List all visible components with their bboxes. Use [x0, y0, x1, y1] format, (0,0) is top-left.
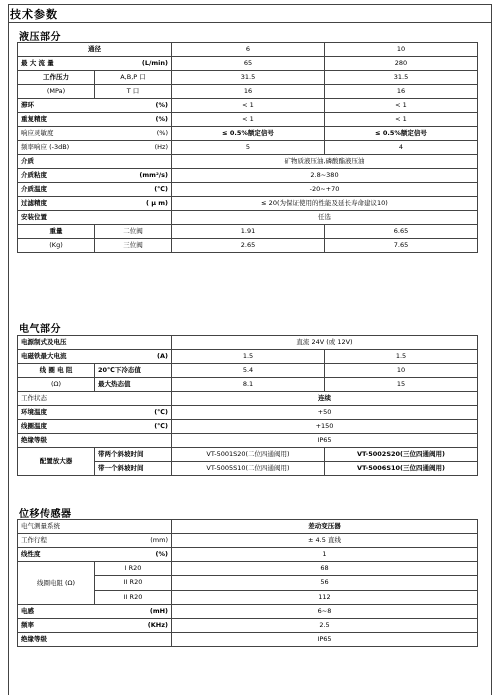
cell: 8.1 — [172, 378, 325, 392]
cell: 2.65 — [172, 239, 325, 253]
row-label: 环境温度 (℃) — [18, 406, 172, 420]
table-row — [18, 448, 478, 462]
table-row — [18, 336, 478, 350]
cell: 31.5 — [325, 71, 478, 85]
table-row — [18, 350, 478, 364]
table-row — [18, 183, 478, 197]
table-row — [18, 239, 478, 253]
sub-label: 三位阀 — [95, 239, 172, 253]
table-row — [18, 406, 478, 420]
row-label: 响应灵敏度 (%) — [18, 127, 172, 141]
cell: VT-5001S20(二位四通阀用) — [172, 448, 325, 462]
row-label: (MPa) — [18, 85, 95, 99]
cell: < 1 — [325, 113, 478, 127]
cell: 2.5 — [172, 619, 478, 633]
sub-label: 最大热态值 — [95, 378, 172, 392]
table-row — [18, 534, 478, 548]
table-row — [18, 520, 478, 534]
table-row — [18, 562, 478, 576]
cell: 6.65 — [325, 225, 478, 239]
cell: 5 — [172, 141, 325, 155]
sub-label: A,B,P 口 — [95, 71, 172, 85]
row-label: 配置放大器 — [18, 448, 95, 476]
row-label: (Ω) — [18, 378, 95, 392]
row-label: 电气测量系统 — [18, 520, 172, 534]
cell: 68 — [172, 562, 478, 576]
hydraulic-table — [17, 42, 478, 253]
row-label: 电源制式及电压 — [18, 336, 172, 350]
sub-label: II R20 — [95, 576, 172, 590]
row-label: 线性度 (%) — [18, 548, 172, 562]
sub-label: 20℃下冷态值 — [95, 364, 172, 378]
cell: < 1 — [172, 113, 325, 127]
row-label: 绝缘等级 — [18, 633, 172, 647]
cell: 2.8~380 — [172, 169, 478, 183]
sub-label: I R20 — [95, 562, 172, 576]
table-row — [18, 211, 478, 225]
cell: VT-5002S20(三位四通阀用) — [325, 448, 478, 462]
row-label: 重量 — [18, 225, 95, 239]
row-label: 绝缘等级 — [18, 434, 172, 448]
electrical-section-title: 电气部分 — [19, 324, 61, 335]
cell: 4 — [325, 141, 478, 155]
row-label: 介质温度 (℃) — [18, 183, 172, 197]
table-row — [18, 548, 478, 562]
row-label: 电磁铁最大电流 (A) — [18, 350, 172, 364]
table-row — [18, 127, 478, 141]
cell: 连续 — [172, 392, 478, 406]
row-label: 电感 (mH) — [18, 605, 172, 619]
row-label: 频率 (KHz) — [18, 619, 172, 633]
cell: 1.91 — [172, 225, 325, 239]
header-size-10: 10 — [325, 43, 478, 57]
cell: -20~+70 — [172, 183, 478, 197]
cell: 直流 24V (或 12V) — [172, 336, 478, 350]
table-row — [18, 420, 478, 434]
cell: 16 — [172, 85, 325, 99]
cell: ≤ 0.5%额定信号 — [325, 127, 478, 141]
table-row — [18, 169, 478, 183]
cell: IP65 — [172, 434, 478, 448]
cell: 280 — [325, 57, 478, 71]
row-label: 介质 — [18, 155, 172, 169]
table-row — [18, 619, 478, 633]
row-label: (Kg) — [18, 239, 95, 253]
row-label: 滞环 (%) — [18, 99, 172, 113]
table-row — [18, 113, 478, 127]
row-label: 最 大 流 量 (L/min) — [18, 57, 172, 71]
electrical-table — [17, 335, 478, 476]
cell: 15 — [325, 378, 478, 392]
cell: VT-5006S10(三位四通阀用) — [325, 462, 478, 476]
header-size-6: 6 — [172, 43, 325, 57]
sensor-section-title: 位移传感器 — [19, 509, 72, 520]
cell: < 1 — [325, 99, 478, 113]
cell: 1.5 — [172, 350, 325, 364]
table-row — [18, 141, 478, 155]
cell: 56 — [172, 576, 478, 590]
cell: 矿物质液压油,磷酸酯液压油 — [172, 155, 478, 169]
header-label: 通径 — [18, 43, 172, 57]
sub-label: T 口 — [95, 85, 172, 99]
table-row — [18, 434, 478, 448]
sub-label: II R20 — [95, 590, 172, 604]
cell: 10 — [325, 364, 478, 378]
table-row — [18, 71, 478, 85]
cell: 差动变压器 — [172, 520, 478, 534]
row-label: 介质粘度 (mm²/s) — [18, 169, 172, 183]
sensor-table — [17, 519, 478, 647]
cell: < 1 — [172, 99, 325, 113]
cell: 7.65 — [325, 239, 478, 253]
row-label: 工作行程 (mm) — [18, 534, 172, 548]
cell: 任选 — [172, 211, 478, 225]
table-row — [18, 633, 478, 647]
row-label: 工作状态 — [18, 392, 172, 406]
cell: +150 — [172, 420, 478, 434]
cell: 112 — [172, 590, 478, 604]
cell: 65 — [172, 57, 325, 71]
cell: +50 — [172, 406, 478, 420]
cell: ≤ 0.5%额定信号 — [172, 127, 325, 141]
title-divider — [8, 22, 492, 23]
cell: 6~8 — [172, 605, 478, 619]
row-label: 重复精度 (%) — [18, 113, 172, 127]
table-row — [18, 57, 478, 71]
row-label: 安装位置 — [18, 211, 172, 225]
cell: 5.4 — [172, 364, 325, 378]
row-label: 线 圈 电 阻 — [18, 364, 95, 378]
page-title: 技术参数 — [10, 8, 58, 21]
row-label: 过滤精度 ( μ m) — [18, 197, 172, 211]
row-label: 线圈电阻 (Ω) — [18, 562, 95, 605]
cell: ≤ 20(为保证使用的性能及延长寿命建议10) — [172, 197, 478, 211]
table-row — [18, 225, 478, 239]
row-label: 频率响应 (-3dB) (Hz) — [18, 141, 172, 155]
cell: 16 — [325, 85, 478, 99]
sub-label: 二位阀 — [95, 225, 172, 239]
hydraulic-section-title: 液压部分 — [19, 32, 61, 43]
table-row — [18, 364, 478, 378]
table-row — [18, 99, 478, 113]
cell: 31.5 — [172, 71, 325, 85]
table-row — [18, 197, 478, 211]
sub-label: 带一个斜坡时间 — [95, 462, 172, 476]
row-label: 工作压力 — [18, 71, 95, 85]
table-row — [18, 43, 478, 57]
row-label: 线圈温度 (℃) — [18, 420, 172, 434]
table-row — [18, 605, 478, 619]
table-row — [18, 392, 478, 406]
cell: ± 4.5 直线 — [172, 534, 478, 548]
cell: 1.5 — [325, 350, 478, 364]
sub-label: 带两个斜坡时间 — [95, 448, 172, 462]
cell: 1 — [172, 548, 478, 562]
cell: VT-5005S10(二位四通阀用) — [172, 462, 325, 476]
cell: IP65 — [172, 633, 478, 647]
table-row — [18, 85, 478, 99]
table-row — [18, 155, 478, 169]
table-row — [18, 378, 478, 392]
